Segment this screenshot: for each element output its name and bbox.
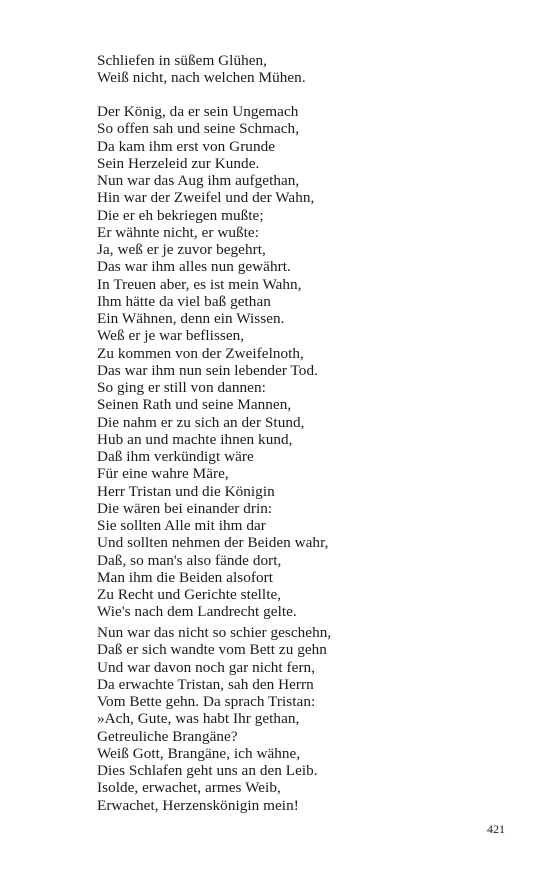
verse-line: Und sollten nehmen der Beiden wahr, (97, 534, 329, 552)
verse-line: Seinen Rath und seine Mannen, (97, 396, 292, 414)
verse-line: Und war davon noch gar nicht fern, (97, 658, 316, 676)
page-number: 421 (487, 822, 505, 836)
verse-line: Daß ihm verkündigt wäre (97, 448, 254, 465)
verse-line: Isolde, erwachet, armes Weib, (97, 779, 281, 797)
verse-line: In Treuen aber, es ist mein Wahn, (97, 275, 302, 293)
verse-line: Vom Bette gehn. Da sprach Tristan: (97, 693, 316, 710)
verse-line: Weiß Gott, Brangäne, ich wähne, (97, 744, 301, 762)
verse-line: Herr Tristan und die Königin (97, 482, 275, 500)
verse-line: Die nahm er zu sich an der Stund, (97, 413, 305, 431)
verse-line: Hin war der Zweifel und der Wahn, (97, 189, 315, 207)
verse-line: So offen sah und seine Schmach, (97, 120, 300, 138)
verse-line: Ja, weß er je zuvor begehrt, (97, 241, 266, 258)
verse-line: Sein Herzeleid zur Kunde. (97, 154, 260, 172)
verse-line: Zu kommen von der Zweifelnoth, (97, 344, 304, 362)
verse-line: Wie's nach dem Landrecht gelte. (97, 603, 297, 621)
verse-line: Er wähnte nicht, er wußte: (97, 223, 259, 241)
verse-line: Nun war das nicht so schier geschehn, (97, 624, 332, 641)
verse-line: Schliefen in süßem Glühen, (97, 52, 268, 69)
verse-line: Ihm hätte da viel baß gethan (97, 292, 271, 310)
verse-line: Das war ihm nun sein lebender Tod. (97, 361, 318, 379)
verse-line: Das war ihm alles nun gewährt. (97, 258, 291, 276)
verse-line: Für eine wahre Märe, (97, 465, 229, 483)
verse-line: Die er eh bekriegen mußte; (97, 206, 264, 224)
verse-line: Weiß nicht, nach welchen Mühen. (97, 69, 306, 87)
verse-line: Weß er je war beflissen, (97, 327, 245, 345)
verse-line: Man ihm die Beiden alsofort (97, 568, 273, 586)
verse-line: Ein Wähnen, denn ein Wissen. (97, 310, 285, 327)
verse-line: Der König, da er sein Ungemach (97, 103, 299, 120)
stanza-2 (97, 103, 517, 621)
verse-line: Die wären bei einander drin: (97, 499, 273, 517)
verse-line: Da kam ihm erst von Grunde (97, 137, 276, 155)
verse-line: Dies Schlafen geht uns an den Leib. (97, 762, 318, 779)
verse-line: Zu Recht und Gerichte stellte, (97, 586, 282, 603)
verse-line: Getreuliche Brangäne? (97, 727, 238, 745)
verse-line: »Ach, Gute, was habt Ihr gethan, (97, 710, 300, 728)
stanza-3 (97, 624, 517, 814)
verse-line: Hub an und machte ihnen kund, (97, 430, 293, 448)
verse-line: Sie sollten Alle mit ihm dar (97, 517, 266, 534)
verse-line: So ging er still von dannen: (97, 379, 266, 396)
verse-line: Daß er sich wandte vom Bett zu gehn (97, 641, 327, 659)
verse-line: Da erwachte Tristan, sah den Herrn (97, 675, 314, 693)
verse-line: Erwachet, Herzenskönigin mein! (97, 796, 299, 814)
verse-line: Daß, so man's also fände dort, (97, 551, 282, 569)
verse-line: Nun war das Aug ihm aufgethan, (97, 172, 300, 189)
stanza-1 (97, 52, 517, 87)
